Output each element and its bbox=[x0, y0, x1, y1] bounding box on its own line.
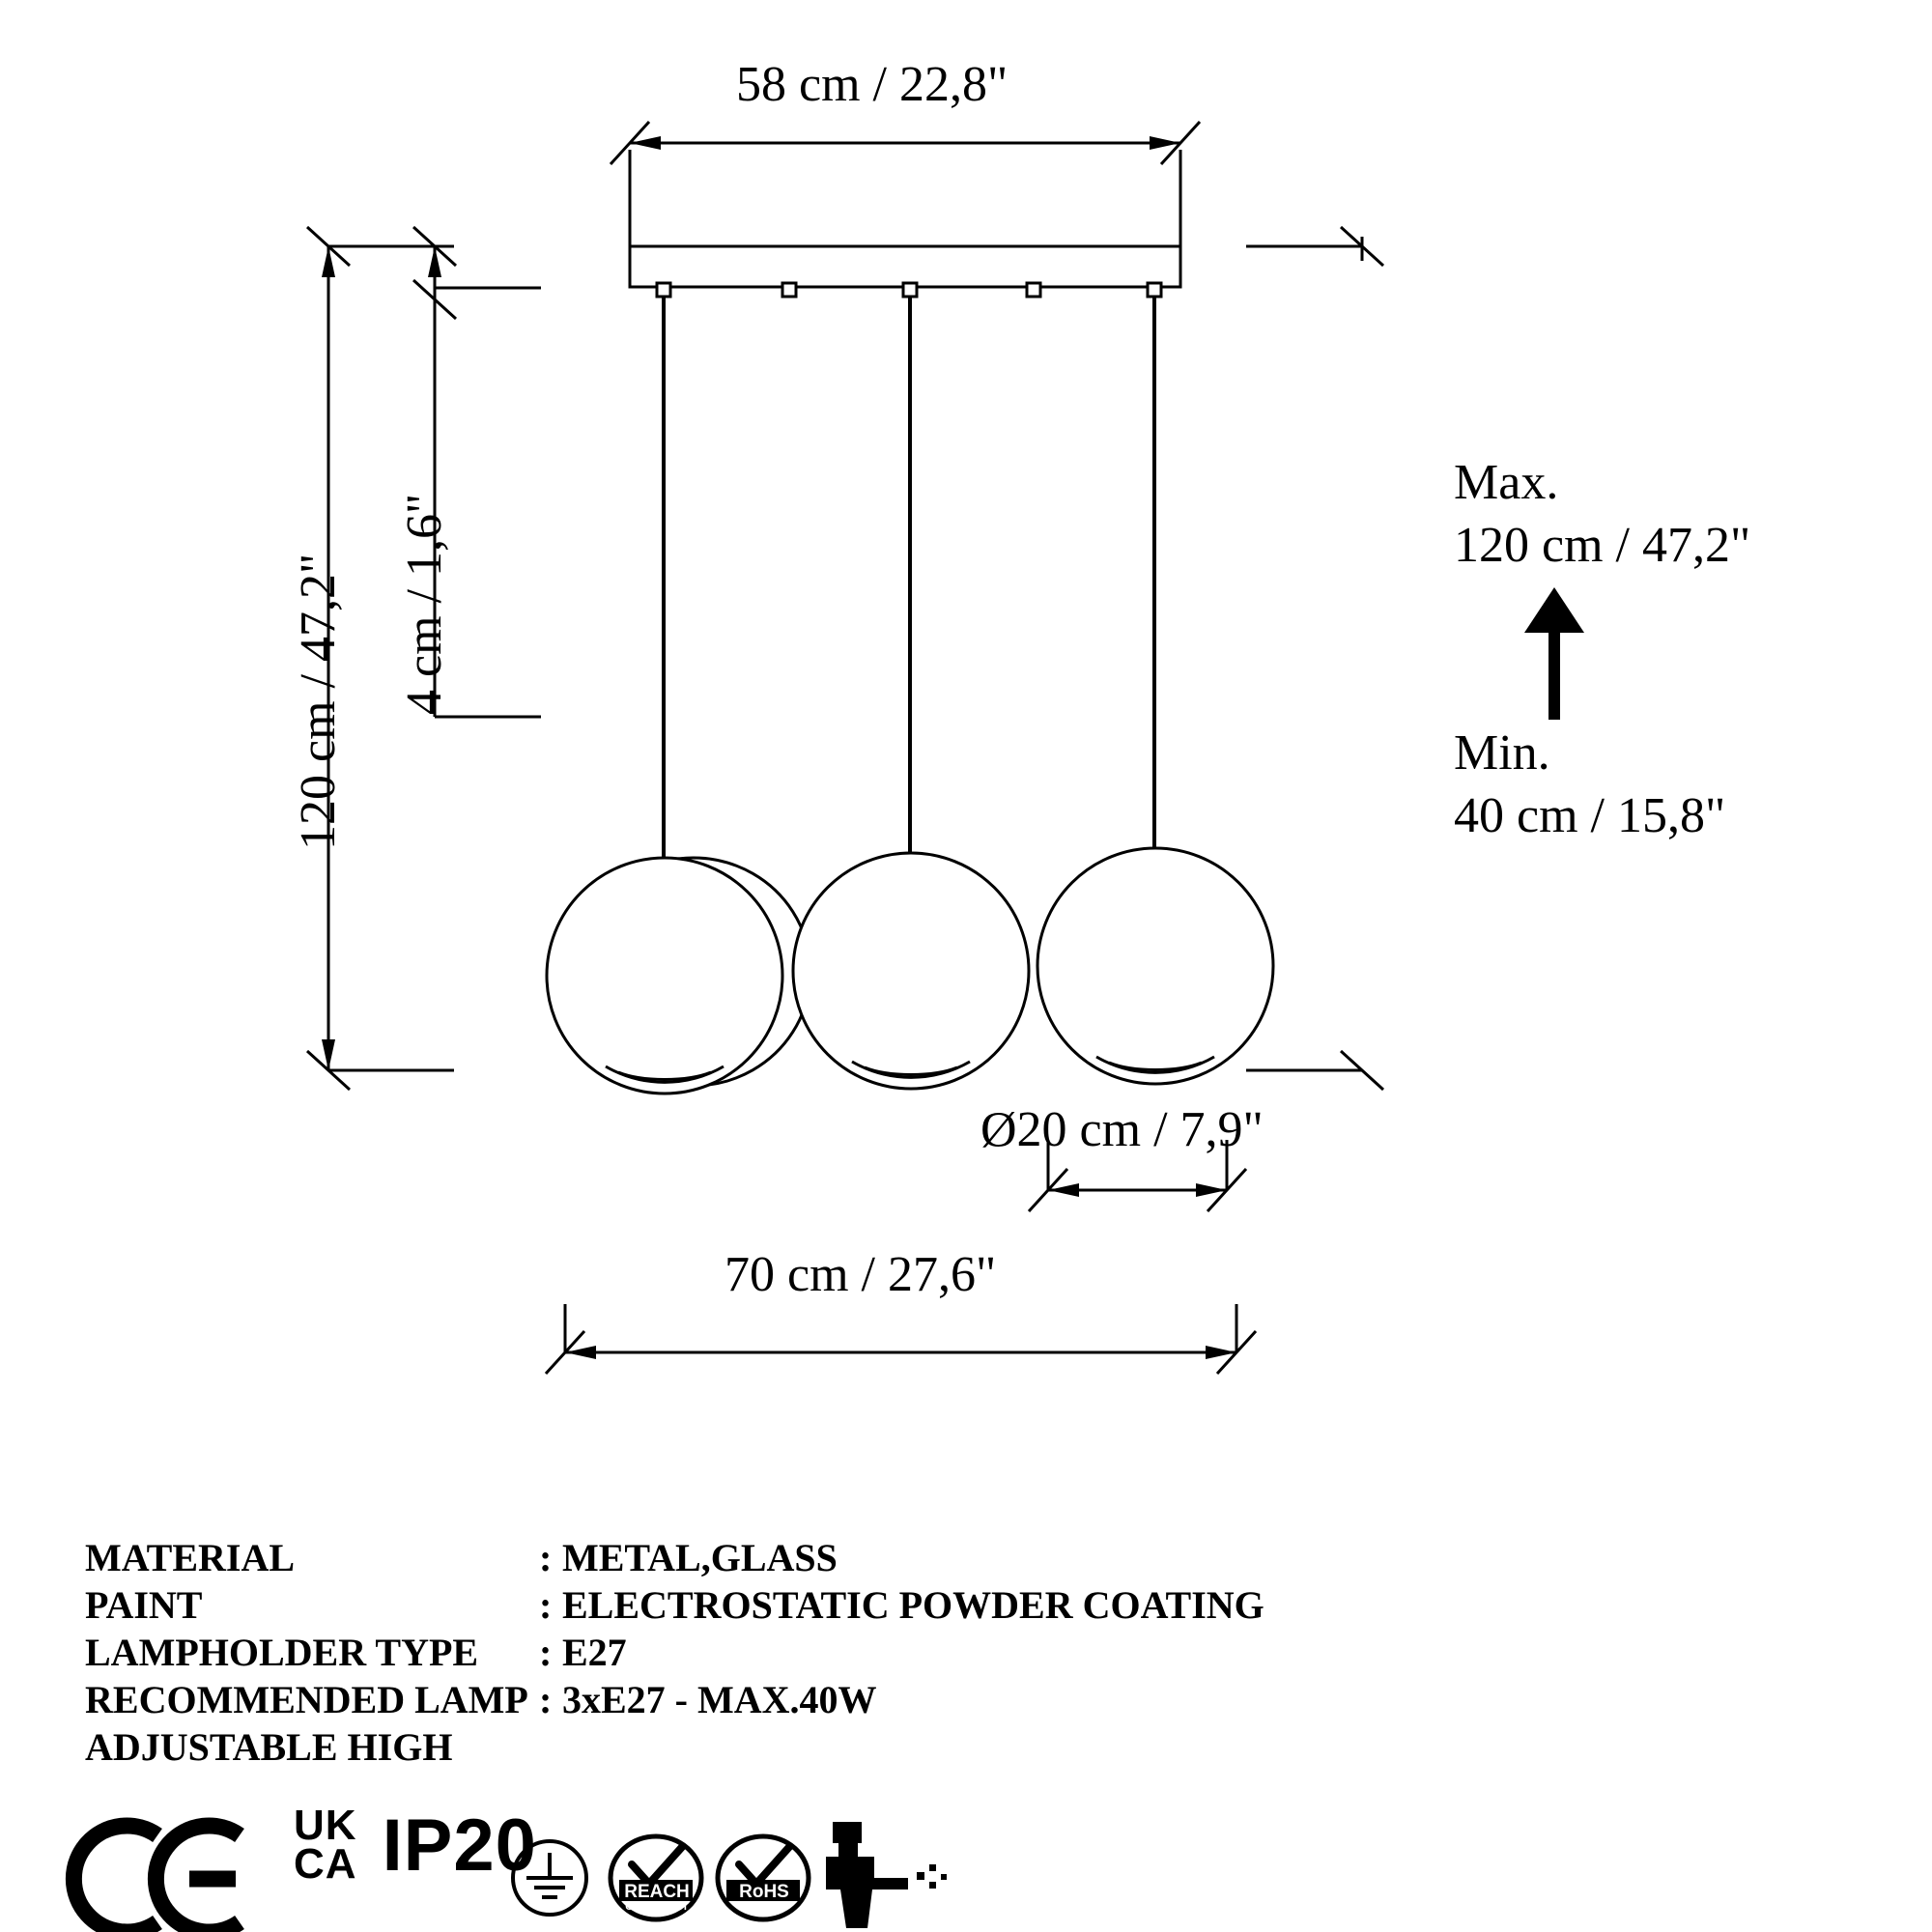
rohs-badge-label: RoHS bbox=[739, 1882, 789, 1902]
canopy bbox=[630, 246, 1180, 287]
dim-overall-width bbox=[546, 1304, 1256, 1374]
spec-colon bbox=[539, 1723, 562, 1771]
reach-badge-sublabel: COMPLIANT bbox=[625, 1901, 689, 1913]
spec-key: MATERIAL bbox=[85, 1536, 296, 1579]
label-shade-diameter: Ø20 cm / 7,9" bbox=[980, 1102, 1264, 1157]
ukca-line-2: CA bbox=[294, 1840, 357, 1888]
spec-row-lampholder-type bbox=[85, 1629, 1264, 1676]
suspension-cords bbox=[664, 297, 1154, 865]
label-min-value: 40 cm / 15,8" bbox=[1454, 788, 1726, 843]
reach-badge-label: REACH bbox=[624, 1882, 690, 1902]
adjustable-height-arrow bbox=[1524, 587, 1584, 720]
specifications-table bbox=[85, 1534, 1264, 1771]
ce-icon bbox=[85, 1792, 278, 1898]
glass-shade-1 bbox=[547, 858, 810, 1094]
label-canopy-width: 58 cm / 22,8" bbox=[736, 57, 1009, 112]
ukca-icon bbox=[294, 1802, 357, 1888]
spec-key: ADJUSTABLE HIGH bbox=[85, 1725, 453, 1769]
spec-value: E27 bbox=[562, 1631, 627, 1674]
spec-row-adjustable-high bbox=[85, 1723, 1264, 1771]
glass-shade-2 bbox=[793, 853, 1029, 1089]
certification-row bbox=[85, 1792, 1043, 1898]
label-max-title: Max. bbox=[1454, 455, 1559, 510]
spec-key: LAMPHOLDER TYPE bbox=[85, 1631, 479, 1674]
spec-key: RECOMMENDED LAMP bbox=[85, 1678, 528, 1721]
label-min-title: Min. bbox=[1454, 725, 1550, 781]
spec-colon: : bbox=[539, 1536, 553, 1579]
label-canopy-height: 4 cm / 1,6" bbox=[397, 493, 452, 715]
label-total-height: 120 cm / 47,2" bbox=[291, 553, 346, 850]
ip-rating-label: IP20 bbox=[382, 1804, 537, 1887]
glass-shade-3 bbox=[1037, 848, 1273, 1084]
spec-row-recommended-lamp bbox=[85, 1676, 1264, 1723]
spec-colon: : bbox=[539, 1583, 553, 1627]
spec-row-paint bbox=[85, 1581, 1264, 1629]
spec-colon: : bbox=[539, 1678, 553, 1721]
spec-key: PAINT bbox=[85, 1583, 203, 1627]
spec-colon: : bbox=[539, 1631, 553, 1674]
label-max-value: 120 cm / 47,2" bbox=[1454, 518, 1751, 573]
spec-value: ELECTROSTATIC POWDER COATING bbox=[562, 1583, 1264, 1627]
spec-value: 3xE27 - MAX.40W bbox=[562, 1678, 877, 1721]
label-overall-width: 70 cm / 27,6" bbox=[724, 1247, 997, 1302]
ukca-line-1: UK bbox=[294, 1802, 357, 1849]
dim-canopy-width bbox=[611, 122, 1200, 246]
spec-row-material bbox=[85, 1534, 1264, 1581]
spec-value: METAL,GLASS bbox=[562, 1536, 838, 1579]
